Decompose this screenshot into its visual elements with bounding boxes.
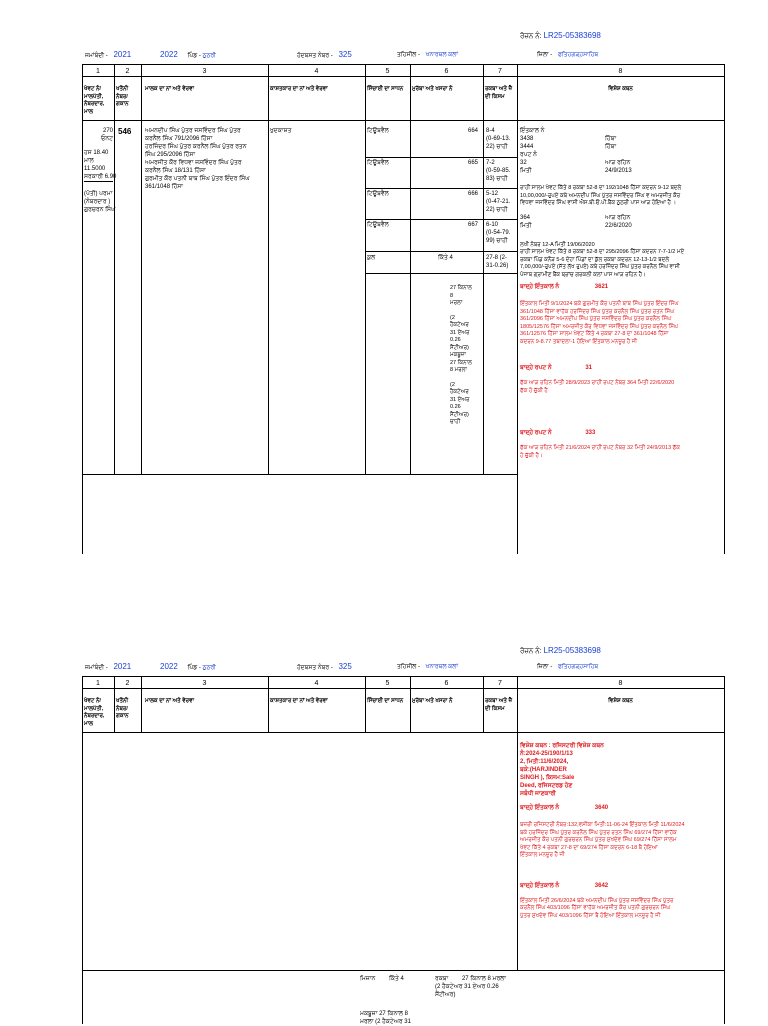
col-num-8: 8 [618, 680, 623, 687]
para-line: ਇੰਤਕਾਲ ਮਿਤੀ 9/1/2024 ਬਕੇ ਗੁਰਮੀਤ ਕੌਰ ਪਤਨੀ ਬਾਬ ਸਿੰਘ ਪੁੱਤਰ ਇੰਦਰ ਸਿੰਘ [520, 301, 679, 307]
area-line: 99) ਚਾਹੀ [486, 238, 508, 244]
hadbast-label: ਹੱਦਬਸਤ ਨੰਬਰ - [297, 665, 333, 671]
total-label: ਕੁਲ [367, 255, 376, 261]
village: ਠੁਠਰੀ [202, 53, 216, 59]
para-line: ਸਬੰਧੀ ਜਾਣਕਾਰੀ [520, 791, 556, 797]
col-header-7: ਰਕਬਾ ਅਤੇ ਜ਼ੈ ਦੀ ਕਿਸਮ [485, 698, 513, 712]
header-jamabandi [85, 663, 131, 672]
area-line: 6-10 [486, 222, 499, 228]
col-num-7: 7 [498, 68, 502, 75]
para-line: SINGH ), ਕਿਸਮ:Sale [520, 775, 575, 781]
col-header-3: ਮਾਲਕ ਦਾ ਨਾਂ ਅਤੇ ਵੇਰਵਾ [145, 86, 195, 92]
area-cell [486, 127, 510, 151]
para-line: ਕਦਰਨ 9-8.77 ਤਬਾਦਲਾ-1 ਹੋਇਆ ਇੰਤਕਾਲ ਮਨਜ਼ੂਰ ਹੈ ਜੀ [520, 338, 638, 345]
col-num-8: 8 [618, 68, 623, 75]
sarkari: ਸਰਕਾਰੀ 6.90 [84, 174, 117, 180]
col-num-6: 6 [444, 680, 449, 687]
para-line: 1805/12576 ਹਿੱਸਾ ਅਮਰਜੀਤ ਕੌਰ ਵਿਧਵਾ ਜਸਵਿੰਦਰ ਸਿੰਘ ਪੁੱਤਰ ਕਰਨੈਲ ਸਿੰਘ [520, 323, 678, 330]
khatauni-no: 546 [118, 127, 132, 136]
hadbast: 325 [338, 50, 352, 59]
header-tehsil [397, 663, 458, 671]
numberdar-label: (ਨੰਬਰਦਾਰ ) [84, 199, 111, 205]
rapat-no: 32 [520, 160, 527, 166]
col-header-1: ਖੇਵਟ ਨੰ/ ਮਾਲਪੱਤੀ, ਨੰਬਰਦਾਰ, ਮਾਲ [84, 86, 105, 115]
summary-line: ਮਕਬੂਜ਼ਾ [450, 352, 466, 358]
area-cell [486, 221, 510, 245]
irrigation: ਟਿਊਬਵੈਲ [367, 128, 389, 134]
summary-line [450, 308, 483, 315]
badhai-label: ਬਾਦ੍ਹੇ ਰਪਟ ਨੰ [520, 365, 552, 371]
owner-list [145, 127, 267, 191]
col-num-5: 5 [385, 680, 390, 687]
area-line: 5-12 [486, 191, 499, 197]
summary-line [450, 375, 483, 382]
summary-line: 8 [450, 292, 454, 299]
para-line: ਰਾਹੀਂ ਸਾਲਮ ਖੇਵਟ ਕਿੱਤੇ 8 ਰਕਬਾ 52-8 ਦਾ 295/2096 ਹਿੱਸਾ ਕਦਰਨ 7-7-1/2 ਮਏ [520, 249, 685, 255]
total-rakba-row [435, 975, 585, 983]
summary-line: (2 [450, 381, 455, 388]
irrigation: ਟਿਊਬਵੈਲ [367, 191, 389, 197]
area-cell [486, 190, 510, 214]
header-hadbast [297, 51, 352, 60]
tehsil: ਖਨਾਰਥਲ ਕਲਾਂ [425, 52, 459, 58]
col-header-4: ਕਾਸ਼ਤਕਾਰ ਦਾ ਨਾਂ ਅਤੇ ਵੇਰਵਾ [270, 698, 328, 704]
summary-block [450, 285, 483, 427]
col-header-5: ਸਿੰਚਾਈ ਦਾ ਸਾਧਨ [367, 86, 404, 92]
para-line: 361/2096 ਹਿੱਸਾ ਅਮਨਦੀਪ ਸਿੰਘ ਪੁੱਤਰ ਜਸਵਿੰਦਰ ਸਿੰਘ ਪੁੱਤਰ ਕਰਨੈਲ ਸਿੰਘ [520, 316, 672, 322]
cultivator: ਖੁਦਕਾਸ਼ਤ [270, 128, 292, 134]
summary-line: 8 ਮਰਲਾ [450, 367, 467, 373]
summary-line: ਚਾਹੀ [450, 419, 461, 425]
remark-para [520, 822, 722, 860]
village-label: ਪਿੰਡ - [187, 665, 201, 671]
rapat-date-row [520, 222, 722, 230]
col-header-2: ਖਤੌਨੀ ਨੰਬਰ/ ਗਕਾਨ [116, 86, 129, 107]
badhai-no: 31 [585, 365, 592, 371]
owner-line: ਕਰਨੈਲ ਸਿੰਘ 791/2096 ਹਿੱਸਾ [145, 136, 213, 142]
rapat-date: 22/6/2020 [605, 222, 632, 229]
rapat-date: 24/9/2013 [605, 168, 632, 174]
intkal-no: 3444 [520, 144, 534, 150]
para-line: ਅਮਰਜੀਤ ਕੌਰ ਪਤਨੀ ਗੁਰਚਰਨ ਸਿੰਘ ਪੁੱਤਰ ਸੁਖਦੇਵ ਸਿੰਘ 69/274 ਹਿੱਸਾ ਸਾਲਮ [520, 837, 677, 843]
area-line: 22) ਚਾਹੀ [486, 144, 508, 150]
col-num-2: 2 [125, 680, 130, 687]
summary-line: ਸੈਂਟੀਅਰ) [450, 411, 469, 418]
col-num-1: 1 [96, 68, 100, 75]
total-kitte: ਕਿੱਤੇ 4 [438, 255, 453, 261]
patti: (ਪੱਤੀ) ਪਰਮਾ [84, 191, 113, 197]
para-line: ਫੱਕ ਹੋ ਚੁੱਕੀ ਹੈ [520, 387, 548, 394]
khewat-unit: ਓਨਟ [101, 136, 113, 142]
rapat-date-row [520, 167, 722, 175]
owner-line: 361/1048 ਹਿੱਸਾ [145, 184, 184, 190]
remark-para [520, 242, 722, 280]
para-line: ਰਾਹੀਂ ਸਾਲਮ ਖੇਵਟ ਕਿੱਤੇ 8 ਰਕਬਾ 52-8 ਦਾ 192/1048 ਹਿੱਸਾ ਕਦਰਨ 9-12 ਬਦਲੇ [520, 185, 682, 191]
header-hadbast [297, 663, 352, 672]
area-line: 83) ਚਾਹੀ [486, 176, 508, 182]
para-line: ਪੰਜਾਬ ਗ੍ਰਾਮੀਣ ਬੈਂਕ ਬ੍ਰਾਂਚ ਗਰਕਲੀ ਕਲਾਂ ਪਾਸ ਆੜ ਰਹਿਨ ਹੈ। [520, 271, 646, 278]
header-village [160, 663, 216, 672]
rapat-row [520, 214, 722, 222]
owner-line: ਹਰਜਿੰਦਰ ਸਿੰਘ ਪੁੱਤਰ ਕਰਨੈਲ ਸਿੰਘ ਪੁੱਤਰ ਰਤਨ [145, 144, 247, 150]
para-line: 7,00,000/-ਰੁਪਏ (ਸੱਤ ਲੱਖ ਰੁਪਏ) ਕਬੇ ਹਰਜਿੰਦਰ ਸਿੰਘ ਪੁੱਤਰ ਕਰਨੈਲ ਸਿੰਘ ਵਾਸੀ [520, 264, 680, 270]
badhai-rapat [520, 364, 722, 372]
intkal-type: ਹਿੱਬਾ [605, 144, 617, 150]
total-rakba-metric: ਸੈਂਟੀਅਰ) [435, 992, 456, 998]
village-label: ਪਿੰਡ - [187, 53, 201, 59]
total-rakba-block [435, 975, 585, 999]
irrigation: ਟਿਊਬਵੈਲ [367, 222, 389, 228]
para-line: ਵਿਧਵਾ ਜਸਵਿੰਦਰ ਸਿੰਘ ਵਾਸੀ ਐਸ.ਬੀ.ਓ.ਪੀ.ਬੈਂਕ ਠੁਠਰੀ ਪਾਸ ਆੜ ਹੋਇਆ ਹੈ । [520, 200, 677, 206]
maal-label: ਮਾਲ [84, 158, 94, 164]
header-district [537, 663, 598, 671]
col-header-1: ਖੇਵਟ ਨੰ/ ਮਾਲਪੱਤੀ, ਨੰਬਰਦਾਰ, ਮਾਲ [84, 698, 105, 727]
para-line: ਬਕੇ:(HARJINDER [520, 767, 567, 773]
date-label: ਮਿਤੀ [520, 168, 532, 174]
numberdar: ਗੁਰਚਰਨ ਸਿੰਘ [84, 207, 116, 213]
summary-line: 0.26 [450, 337, 461, 343]
summary-line: ਸੈਂਟੀਅਰ) [450, 344, 469, 351]
total-label: ਮਿਜ਼ਾਨ [360, 976, 376, 982]
para-line: ਲਖੀ ਨੰਬਰ 12-A ਮਿਤੀ 19/06/2020 [520, 241, 595, 248]
owner-line: ਕਰਨੈਲ ਸਿੰਘ 18/131 ਹਿੱਸਾ [145, 168, 206, 174]
col-num-2: 2 [125, 68, 130, 75]
year-from: 2021 [113, 50, 132, 59]
badhai-label: ਬਾਦ੍ਹੇ ਇੰਤਕਾਲ ਨੰ [520, 284, 560, 290]
makbuza-2: ਮਰਲਾ (2 ਹੈਕਟੇਅਰ 31 [360, 1019, 411, 1025]
rapat-type: ਆੜ ਰਹਿਨ [605, 214, 631, 221]
para-line: ਵਿਸ਼ੇਸ਼ ਕਥਨ : ਰਜਿਸਟਰੀ ਵਿਸ਼ੇਸ਼ ਕਥਨ [520, 743, 604, 749]
col-header-5: ਸਿੰਚਾਈ ਦਾ ਸਾਧਨ [367, 698, 404, 704]
header-jamabandi [85, 51, 131, 60]
total-rakba-label: ਰਕਬਾ [435, 976, 449, 982]
remark-para [520, 185, 722, 208]
summary-line: 27 ਕਿਨਾਲ [450, 285, 472, 291]
summary-line: ਹੈਕਟੇਅਰ [450, 322, 469, 328]
remark-para [520, 898, 722, 921]
summary-line: ਮਰਲਾ [450, 300, 463, 306]
khasra-no: 666 [467, 191, 478, 197]
remark-para [520, 380, 722, 395]
owner-line: ਅਮਨਦੀਪ ਸਿੰਘ ਪੁੱਤਰ ਜਸਵਿੰਦਰ ਸਿੰਘ ਪੁੱਤਰ [145, 128, 241, 134]
rapat-label: ਰਪਟ ਨੰ [520, 152, 537, 158]
remarks-col [520, 742, 722, 920]
report-label: ਰੋਜ਼ਨ ਨੰ: [520, 648, 542, 655]
khewat-block [84, 127, 117, 214]
para-line: ਰਕਬਾ ਪਿੰਡ ਕਨੌੜ 5-6 ਦੇਹਾ ਪਿੰਡਾਂ ਦਾ ਕੁੱਲ ਰਕਬਾ ਕਦਰਨ 12-13-1/2 ਬਦਲੇ [520, 256, 670, 263]
summary-line: (2 [450, 314, 455, 321]
summary-line: 31 ਏਅਰ [450, 329, 470, 336]
total-kitte: ਕਿੱਤੇ 4 [388, 976, 404, 982]
report-no: LR25-05383698 [543, 646, 601, 655]
col-num-7: 7 [498, 680, 502, 687]
area-line: (0-59-85. [486, 168, 511, 174]
badhai-no: 3640 [594, 805, 609, 811]
para-line: 10,00,000/-ਰੁਪਏ ਕਬੇ ਅਮਨਦੀਪ ਸਿੰਘ ਪੁੱਤਰ ਜਸਵਿੰਦਰ ਸਿੰਘ ਵ ਅਮਰਜੀਤ ਕੌਰ [520, 192, 681, 199]
summary-line: ਹੈਕਟੇਅਰ [450, 389, 469, 395]
col-header-2: ਖਤੌਨੀ ਨੰਬਰ/ ਗਕਾਨ [116, 698, 129, 719]
header-district [537, 51, 598, 59]
remarks-col [520, 127, 722, 460]
intkal-row [520, 143, 722, 151]
para-line: ਪੁੱਤਰ ਸੁਖਦੇਵ ਸਿੰਘ 403/1096 ਹਿੱਸਾ ਬੈ ਹੋਇਆ ਇੰਤਕਾਲ ਮਨਜ਼ੂਰ ਹੈ ਜੀ [520, 912, 661, 919]
tehsil: ਖਨਾਰਥਲ ਕਲਾਂ [425, 664, 459, 670]
para-line: 361/12576 ਹਿੱਸਾ ਸਾਲਮ ਖੇਵਟ ਕਿੱਤੇ 4 ਰਕਬਾ 27-8 ਦਾ 361/1048 ਹਿੱਸਾ [520, 331, 669, 337]
registry-para [520, 742, 722, 798]
badhai-no: 3621 [594, 284, 609, 290]
year-from: 2021 [113, 662, 132, 671]
col-num-4: 4 [314, 680, 319, 687]
district-label: ਜ਼ਿਲਾ - [537, 664, 553, 670]
para-line: ਇੰਤਕਾਲ ਮਨਜ਼ੂਰ ਹੈ ਜੀ [520, 852, 565, 858]
district: ਫਤਿਹਗੜ੍ਹਸਾਹਿਬ [557, 664, 599, 670]
area-line: (0-69-13. [486, 136, 511, 142]
hadbast: 325 [338, 662, 352, 671]
area-line: 7-2 [486, 160, 495, 166]
col-header-3: ਮਾਲਕ ਦਾ ਨਾਂ ਅਤੇ ਵੇਰਵਾ [145, 698, 195, 704]
khewat-no: 270 [102, 128, 113, 134]
col-header-8: ਵਿਸ਼ੇਸ਼ ਕਥਨ [608, 698, 633, 704]
area-line: 27-8 (2- [486, 255, 508, 261]
tehsil-label: ਤਹਿਸੀਲ - [397, 664, 420, 670]
para-line: ਬਕੇ ਹਰਜਿੰਦਰ ਸਿੰਘ ਪੁੱਤਰ ਕਰਨੈਲ ਸਿੰਘ ਪੁੱਤਰ ਰਤਨ ਸਿੰਘ 69/274 ਹਿੱਸਾ ਵਾਹੱਕ [520, 829, 677, 836]
irrigation: ਟਿਊਬਵੈਲ [367, 160, 389, 166]
summary-line: 27 ਕਿਨਾਲ [450, 359, 472, 366]
para-line: Deed, ਰਜਿਸਟਰਡ ਹੋਣ [520, 783, 573, 789]
para-line: ਫੱਕ ਆੜ ਰਹਿਨ ਮਿਤੀ 28/9/2023 ਰਾਹੀਂ ਰਪਟ ਨੰਬਰ 364 ਮਿਤੀ 22/6/2020 [520, 380, 675, 386]
col-num-3: 3 [202, 68, 207, 75]
para-line: ਨੰ:2024-25/190/1/13 [520, 751, 573, 757]
badhai-intkal [520, 804, 722, 812]
report-label: ਰੋਜ਼ਨ ਨੰ: [520, 33, 542, 40]
owner-line: ਸਿੰਘ 295/2096 ਹਿੱਸਾ [145, 152, 196, 158]
hadbast-label: ਹੱਦਬਸਤ ਨੰਬਰ - [297, 53, 333, 59]
intkal-row [520, 135, 722, 143]
para-line: ਖੇਵਟ ਕਿੱਤੇ 4 ਰਕਬਾ 27-8 ਦਾ 69/274 ਹਿੱਸਾ ਕਦਰਨ 6-18 ਬੈ ਹੋਇਆ [520, 844, 658, 851]
year-to: 2022 [160, 50, 178, 59]
khasra-no: 667 [467, 222, 478, 228]
badhai-intkal [520, 283, 722, 291]
rapat-type: ਆੜ ਰਹਿਨ [605, 160, 631, 166]
intkal-no: 3438 [520, 136, 534, 142]
district: ਫਤਿਹਗੜ੍ਹਸਾਹਿਬ [557, 52, 599, 58]
report-number [520, 31, 601, 41]
badhai-rapat [520, 429, 722, 437]
remark-para [520, 301, 722, 346]
district-label: ਜ਼ਿਲਾ - [537, 52, 553, 58]
total-rakba: 27 ਕਿਨਾਲ 8 ਮਰਲਾ [461, 976, 506, 982]
jamabandi-label: ਜਮਾਂਬੰਦੀ - [85, 53, 108, 59]
summary-line: 0.26 [450, 404, 461, 410]
col-header-8: ਵਿਸ਼ੇਸ਼ ਕਥਨ [608, 86, 633, 92]
year-to: 2022 [160, 662, 178, 671]
header-tehsil [397, 51, 458, 59]
khasra-no: 665 [467, 160, 478, 166]
badhai-label: ਬਾਦ੍ਹੇ ਇੰਤਕਾਲ ਨੰ [520, 805, 560, 811]
area-line: 31-0.26) [486, 263, 509, 269]
report-number [520, 646, 601, 656]
area-line: 22) ਚਾਹੀ [486, 207, 508, 213]
col-num-3: 3 [202, 680, 207, 687]
col-num-6: 6 [444, 68, 449, 75]
summary-line: 31 ਏਅਰ [450, 396, 470, 403]
area-line: (0-47-21. [486, 199, 511, 205]
rapat-row [520, 159, 722, 167]
area-line: 8-4 [486, 128, 495, 134]
para-line: ਹੋ ਚੁੱਕੀ ਹੈ। [520, 452, 543, 459]
badhai-label: ਬਾਦ੍ਹੇ ਇੰਤਕਾਲ ਨੰ [520, 882, 560, 889]
rapat-no: 364 [520, 214, 531, 221]
header-village [160, 51, 216, 60]
badhai-no: 3642 [594, 882, 609, 889]
date-label: ਮਿਤੀ [520, 222, 532, 229]
col-header-4: ਕਾਸ਼ਤਕਾਰ ਦਾ ਨਾਂ ਅਤੇ ਵੇਰਵਾ [270, 86, 328, 92]
badhai-label: ਬਾਦ੍ਹੇ ਰਪਟ ਨੰ [520, 430, 552, 436]
col-num-1: 1 [96, 680, 100, 687]
badhai-no: 333 [585, 430, 596, 436]
para-line: ਬਜ਼ਰੀ ਰਜਿਸਟਰੀ ਨੰਬਰ:132,ਵਸੀਕਾ ਮਿਤੀ:11-06-24 ਇੰਤਕਾਲ ਮਿਤੀ 11/6/2024 [520, 822, 685, 828]
para-line: ਇੰਤਕਾਲ ਮਿਤੀ 26/6/2024 ਬਕੇ ਅਮਨਦੀਪ ਸਿੰਘ ਪੁੱਤਰ ਜਸਵਿੰਦਰ ਸਿੰਘ ਪੁੱਤਰ [520, 897, 674, 904]
col-num-4: 4 [314, 68, 319, 75]
col-header-7: ਰਕਬਾ ਅਤੇ ਜ਼ੈ ਦੀ ਕਿਸਮ [485, 86, 513, 100]
tehsil-label: ਤਹਿਸੀਲ - [397, 52, 420, 58]
owner-line: ਅਮਰਜੀਤ ਕੌਰ ਵਿਧਵਾ ਜਸਵਿੰਦਰ ਸਿੰਘ ਪੁੱਤਰ [145, 160, 242, 166]
maal-value: 11.5000 [84, 166, 106, 172]
jamabandi-label: ਜਮਾਂਬੰਦੀ - [85, 665, 108, 671]
col-num-5: 5 [385, 68, 390, 75]
makbuza: ਮਕਬੂਜ਼ਾ 27 ਕਿਨਾਲ 8 [360, 1011, 408, 1017]
total-rakba-metric: (2 ਹੈਕਟੇਅਰ 31 ਏਅਰ 0.26 [435, 984, 499, 990]
intkal-label: ਇੰਤਕਾਲ ਨੰ [520, 128, 545, 134]
total-area [486, 254, 508, 270]
para-line: 2, ਮਿਤੀ:11/6/2024, [520, 759, 569, 765]
area-cell [486, 159, 510, 183]
col-header-6: ਮੁਰੱਬਾ ਅਤੇ ਖਸਰਾ ਨੰ [412, 698, 453, 704]
hissa: ਹਸ 18.40 [84, 150, 109, 156]
para-line: ਕਰਨੈਲ ਸਿੰਘ 403/1096 ਹਿੱਸਾ ਵਾਹੱਕ ਅਮਰਜੀਤ ਕੌਰ ਪਤਨੀ ਗੁਰਚਰਨ ਸਿੰਘ [520, 905, 671, 911]
area-line: (0-54-79. [486, 230, 511, 236]
intkal-type: ਹਿੱਬਾ [605, 136, 617, 142]
khasra-no: 664 [467, 128, 478, 134]
remark-para [520, 445, 722, 460]
total-label-row [360, 975, 404, 983]
owner-line: ਗੁਰਮੀਤ ਕੌਰ ਪਤਨੀ ਬਾਬ ਸਿੰਘ ਪੁੱਤਰ ਇੰਦਰ ਸਿੰਘ [145, 176, 250, 182]
report-no: LR25-05383698 [543, 31, 601, 40]
para-line: ਫੱਕ ਆੜ ਰਹਿਨ ਮਿਤੀ 21/6/2024 ਰਾਹੀਂ ਰਪਟ ਨੰਬਰ 32 ਮਿਤੀ 24/9/2013 ਫੱਕ [520, 445, 681, 451]
col-header-6: ਮੁਰੱਬਾ ਅਤੇ ਖਸਰਾ ਨੰ [412, 86, 453, 92]
village: ਠੁਠਰੀ [202, 665, 216, 671]
badhai-intkal [520, 882, 722, 890]
para-line: 361/1048 ਹਿੱਸਾ ਵਾਹੱਕ ਹਰਜਿੰਦਰ ਸਿੰਘ ਪੁੱਤਰ ਕਰਨੈਲ ਸਿੰਘ ਪੁੱਤਰ ਰਤਨ ਸਿੰਘ [520, 308, 675, 315]
